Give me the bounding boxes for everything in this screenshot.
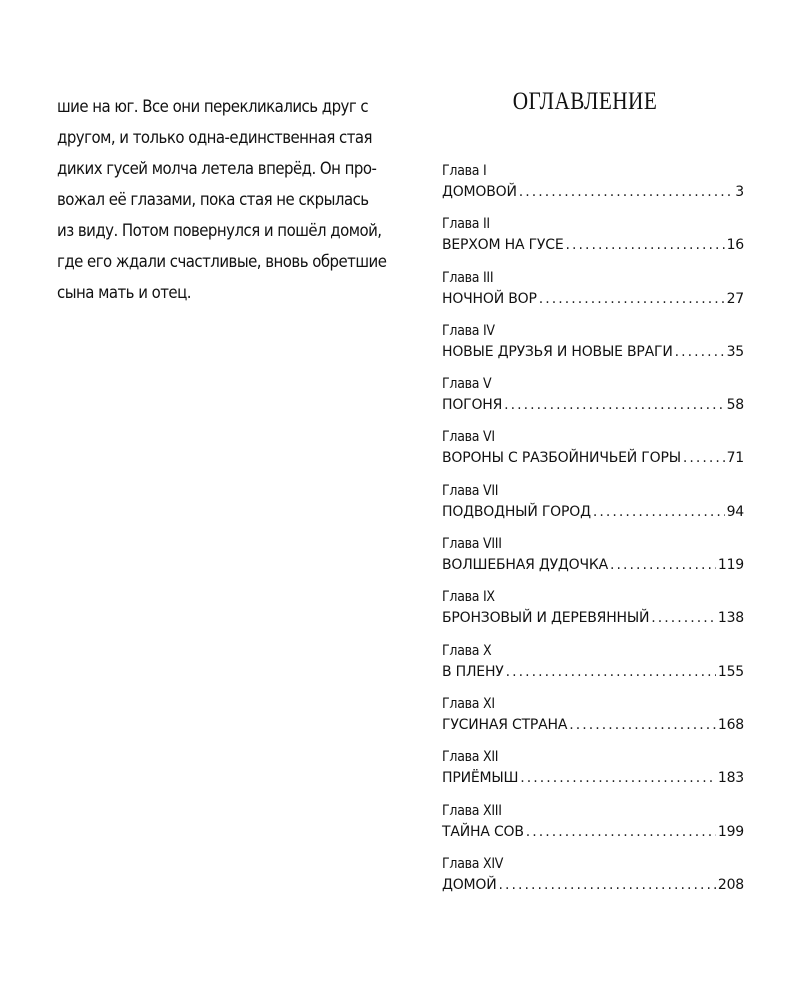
toc-entry <box>442 801 744 854</box>
right-page <box>400 0 800 1000</box>
toc-row <box>442 447 744 469</box>
toc-entry <box>442 161 744 214</box>
dot-leader <box>499 874 716 896</box>
page-number: 208 <box>717 876 744 893</box>
story-ending-text <box>57 92 387 309</box>
toc-row <box>442 767 744 789</box>
dot-leader <box>593 501 725 523</box>
dot-leader <box>683 447 725 469</box>
toc-entry <box>442 321 744 374</box>
chapter-number: Глава III <box>442 269 494 286</box>
toc-row <box>442 554 744 576</box>
chapter-number: Глава VI <box>442 429 495 446</box>
toc-row <box>442 234 744 256</box>
toc-entry <box>442 854 744 907</box>
chapter-title: БРОНЗОВЫЙ И ДЕРЕВЯННЫЙ <box>442 610 650 627</box>
dot-leader <box>651 607 716 629</box>
dot-leader <box>506 661 716 683</box>
toc-entry <box>442 481 744 534</box>
chapter-number: Глава II <box>442 216 490 233</box>
chapter-number: Глава XII <box>442 749 499 766</box>
dot-leader <box>569 714 716 736</box>
toc-row <box>442 661 744 683</box>
chapter-number: Глава IX <box>442 589 495 606</box>
dot-leader <box>519 181 734 203</box>
toc-row <box>442 394 744 416</box>
toc-entry <box>442 534 744 587</box>
toc-entry <box>442 374 744 427</box>
page-number: 183 <box>717 770 744 787</box>
toc-row <box>442 288 744 310</box>
page-number: 27 <box>726 290 744 307</box>
toc-row <box>442 501 744 523</box>
page-number: 16 <box>726 237 744 254</box>
toc-entry <box>442 747 744 800</box>
page-number: 35 <box>726 343 744 360</box>
dot-leader <box>610 554 716 576</box>
chapter-title: ПОГОНЯ <box>442 397 503 414</box>
dot-leader <box>539 288 725 310</box>
chapter-number: Глава VII <box>442 482 499 499</box>
chapter-title: В ПЛЕНУ <box>442 663 504 680</box>
text-line: сына мать и отец. <box>57 283 191 303</box>
dot-leader <box>520 767 716 789</box>
page-number: 168 <box>717 716 744 733</box>
chapter-number: Глава XIII <box>442 802 502 819</box>
toc-row <box>442 181 744 203</box>
toc-entry <box>442 641 744 694</box>
toc-row <box>442 821 744 843</box>
page-number: 155 <box>717 663 744 680</box>
chapter-title: ПРИЁМЫШ <box>442 770 519 787</box>
chapter-title: ТАЙНА СОВ <box>442 823 524 840</box>
toc-entry <box>442 427 744 480</box>
toc-entry <box>442 268 744 321</box>
text-line: другом, и только одна-единственная стая <box>57 128 373 148</box>
chapter-number: Глава IV <box>442 322 495 339</box>
page-number: 138 <box>717 610 744 627</box>
toc-row <box>442 607 744 629</box>
chapter-number: Глава VIII <box>442 536 502 553</box>
chapter-number: Глава X <box>442 642 492 659</box>
chapter-title: ПОДВОДНЫЙ ГОРОД <box>442 503 591 520</box>
chapter-title: ВОРОНЫ С РАЗБОЙНИЧЬЕЙ ГОРЫ <box>442 450 681 467</box>
chapter-title: НОВЫЕ ДРУЗЬЯ И НОВЫЕ ВРАГИ <box>442 343 673 360</box>
page-number: 71 <box>726 450 744 467</box>
dot-leader <box>675 341 725 363</box>
dot-leader <box>565 234 724 256</box>
text-line: вожал её глазами, пока стая не скрылась <box>57 190 369 210</box>
text-line: из виду. Потом повернулся и пошёл домой, <box>57 221 382 241</box>
text-line: где его ждали счастливые, вновь обретшие <box>57 252 387 272</box>
page-number: 94 <box>726 503 744 520</box>
chapter-number: Глава XIV <box>442 855 504 872</box>
chapter-title: ДОМОЙ <box>442 876 497 893</box>
text-line: диких гусей молча летела вперёд. Он про- <box>57 159 377 179</box>
page-number: 119 <box>717 557 744 574</box>
toc-row <box>442 874 744 896</box>
chapter-title: ГУСИНАЯ СТРАНА <box>442 716 568 733</box>
table-of-contents <box>442 161 744 907</box>
chapter-number: Глава I <box>442 163 487 179</box>
page-number: 3 <box>735 184 744 200</box>
toc-entry <box>442 694 744 747</box>
dot-leader <box>504 394 724 416</box>
dot-leader <box>526 821 716 843</box>
toc-row <box>442 714 744 736</box>
toc-entry <box>442 214 744 267</box>
chapter-title: ДОМОВОЙ <box>442 184 517 200</box>
chapter-number: Глава V <box>442 376 492 393</box>
chapter-title: ВОЛШЕБНАЯ ДУДОЧКА <box>442 557 608 574</box>
page-number: 58 <box>726 397 744 414</box>
toc-entry <box>442 587 744 640</box>
chapter-title: НОЧНОЙ ВОР <box>442 290 537 307</box>
toc-row <box>442 341 744 363</box>
chapter-number: Глава XI <box>442 695 495 712</box>
chapter-title: ВЕРХОМ НА ГУСЕ <box>442 237 564 254</box>
toc-title: ОГЛАВЛЕНИЕ <box>512 88 658 115</box>
text-line: шие на юг. Все они перекликались друг с <box>57 97 369 117</box>
page-number: 199 <box>717 823 744 840</box>
